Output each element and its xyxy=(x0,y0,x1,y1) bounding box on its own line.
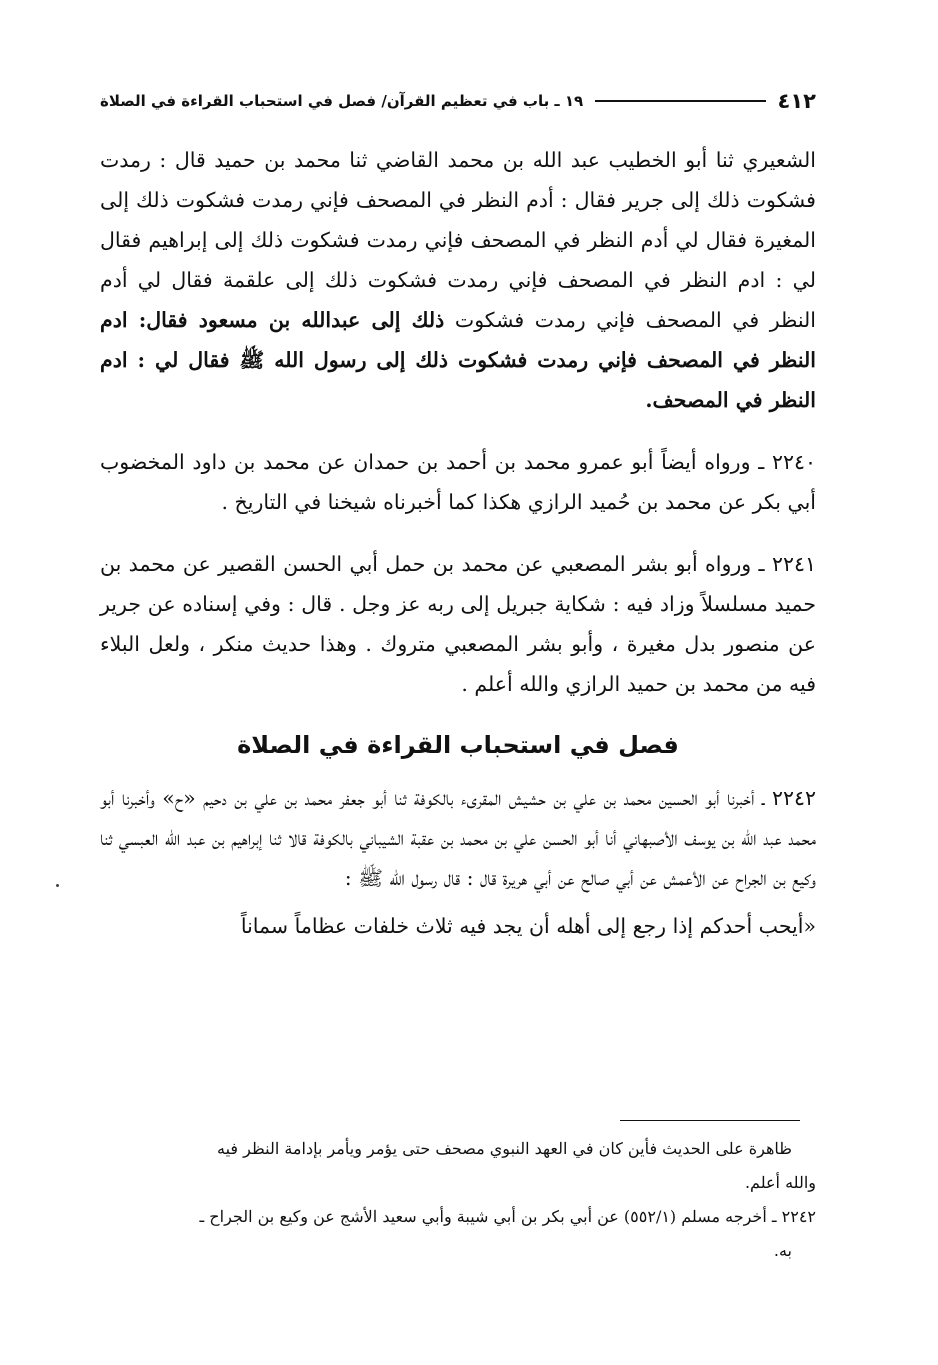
paragraph-text: الشعيري ثنا أبو الخطيب عبد الله بن محمد القاضي ثنا محمد بن حميد قال : رمدت فشكوت ذلك إلى جرير فقال : أدم النظر في المصحف فإني رمدت فشكوت ذلك إلى المغيرة فقال لي أدم النظر في المصحف فإني رمدت فشكوت ذلك إلى إبراهيم فقال لي : ادم النظر في المصحف فإني رمدت فشكوت ذلك إلى علقمة فقال لي أدم النظر في المصحف فإني رمدت فشكوت xyxy=(100,148,816,332)
paragraph-isnad xyxy=(100,140,816,420)
footnote-line: ظاهرة على الحديث فأين كان في العهد النبوي مصحف حتى يؤمر ويأمر بإدامة النظر فيه xyxy=(217,1139,792,1158)
running-header xyxy=(100,86,816,116)
footnote-separator xyxy=(620,1120,800,1121)
margin-speck xyxy=(56,884,59,887)
footnote-line: به. xyxy=(773,1241,792,1260)
footnote-line: ٢٢٤٢ ـ أخرجه مسلم (٥٥٢/١) عن أبي بكر بن أبي شيبة وأبي سعيد الأشج عن وكيع بن الجراح ـ xyxy=(199,1207,816,1226)
paragraph-2240: ٢٢٤٠ ـ ورواه أيضاً أبو عمرو محمد بن أحمد بن حمدان عن محمد بن داود المخضوب أبي بكر عن محمد بن حُميد الرازي هكذا كما أخبرناه شيخنا في التاريخ . xyxy=(100,450,816,514)
page-number: ٤١٢ xyxy=(777,89,816,113)
header-rule xyxy=(595,100,765,102)
running-title: ١٩ ـ باب في تعظيم القرآن/ فصل في استحباب القراءة في الصلاة xyxy=(100,92,584,110)
main-text xyxy=(100,140,816,946)
hadith-quote: «أيحب أحدكم إذا رجع إلى أهله أن يجد فيه ثلاث خلفات عظاماً سماناً xyxy=(240,914,816,938)
footnotes xyxy=(100,1132,816,1268)
paragraph-2241: ٢٢٤١ ـ ورواه أبو بشر المصعبي عن محمد بن حمل أبي الحسن القصير عن محمد بن حميد مسلسلاً وزاد فيه : شكاية جبريل إلى ربه عز وجل . قال : وفي إسناده عن جرير عن منصور بدل مغيرة ، وأبو بشر المصعبي متروك . وهذا حديث منكر ، ولعل البلاء فيه من محمد بن حميد الرازي والله أعلم . xyxy=(100,552,816,696)
paragraph-bold-text: ذلك إلى عبدالله بن مسعود فقال: ادم النظر في المصحف فإني رمدت فشكوت ذلك إلى رسول الله ﷺ فقال لي : ادم النظر في المصحف. xyxy=(100,308,816,412)
paragraph-2242: ٢٢٤٢ ـ أخبرنا أبو الحسين محمد بن علي بن حشيش المقرىء بالكوفة ثنا أبو جعفر محمد بن علي بن دحيم «ح» وأخبرنا أبو محمد عبد الله بن يوسف الأصبهاني أنا أبو الحسن علي بن محمد بن عقبة الشيباني بالكوفة قالا ثنا إبراهيم بن عبد الله العبسي ثنا وكيع بن الجراح عن الأعمش عن أبي صالح عن أبي هريرة قال : قال رسول الله ﷺ : xyxy=(100,786,816,890)
footnote-line: والله أعلم. xyxy=(744,1173,816,1192)
section-heading: فصل في استحباب القراءة في الصلاة xyxy=(237,731,679,759)
